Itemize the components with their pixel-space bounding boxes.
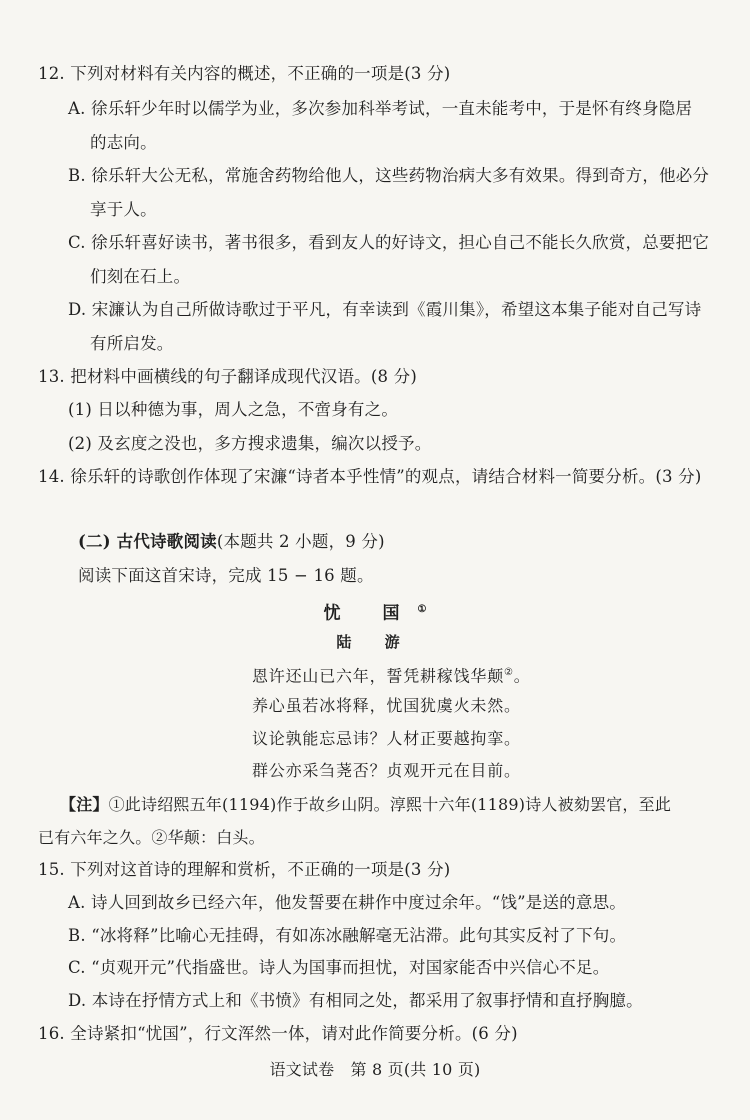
q12-option-b-cont: 享于人。 — [90, 200, 157, 219]
section-2-heading — [78, 530, 385, 554]
poem-line-2: 养心虽若冰将释，忧国犹虞火未然。 — [252, 696, 521, 715]
section-2-meta: (本题共 2 小题，9 分) — [216, 532, 385, 551]
poem-line-1-footnote-mark: ② — [504, 667, 514, 678]
section-2-title: (二) 古代诗歌阅读 — [78, 532, 217, 551]
q12-option-d: D. 宋濂认为自己所做诗歌过于平凡，有幸读到《霞川集》，希望这本集子能对自己写诗 — [68, 300, 702, 319]
poem-title-text: 忧 国 — [323, 603, 418, 624]
poem-note — [60, 793, 671, 817]
poem-note-cont: 已有六年之久。②华颠：白头。 — [38, 828, 265, 847]
q13-sentence-2: (2) 及玄度之没也，多方搜求遗集，编次以授予。 — [68, 434, 432, 453]
q12-option-a-cont: 的志向。 — [90, 133, 157, 152]
q15-stem: 15. 下列对这首诗的理解和赏析，不正确的一项是(3 分) — [38, 860, 451, 879]
q12-stem: 12. 下列对材料有关内容的概述，不正确的一项是(3 分) — [38, 64, 451, 83]
q15-option-a: A. 诗人回到故乡已经六年，他发誓要在耕作中度过余年。“饯”是送的意思。 — [68, 893, 626, 912]
poem-line-1 — [252, 661, 531, 688]
q14-stem: 14. 徐乐轩的诗歌创作体现了宋濂“诗者本乎性情”的观点，请结合材料一简要分析。(3 分) — [38, 467, 702, 486]
poem-line-3: 议论孰能忘忌讳？人材正要越拘挛。 — [252, 729, 521, 748]
q15-option-c: C. “贞观开元”代指盛世。诗人为国事而担忧，对国家能否中兴信心不足。 — [68, 958, 610, 977]
page-footer: 语文试卷 第 8 页(共 10 页) — [269, 1060, 481, 1079]
q13-sentence-1: (1) 日以种德为事，周人之急，不啻身有之。 — [68, 400, 399, 419]
poem-note-label: 【注】 — [60, 795, 109, 814]
q12-option-c: C. 徐乐轩喜好读书，著书很多，看到友人的好诗文，担心自己不能长久欣赏，总要把它 — [68, 233, 710, 252]
poem-author: 陆 游 — [336, 633, 414, 651]
q12-option-d-cont: 有所启发。 — [90, 334, 174, 353]
q13-stem: 13. 把材料中画横线的句子翻译成现代汉语。(8 分) — [38, 367, 418, 386]
poem-line-1-text: 恩许还山已六年，誓凭耕稼饯华颠 — [252, 666, 505, 686]
poem-title — [0, 598, 750, 626]
section-2-intro: 阅读下面这首宋诗，完成 15 − 16 题。 — [78, 566, 374, 585]
q15-option-b: B. “冰将释”比喻心无挂碍，有如冻冰融解毫无沾滞。此句其实反衬了下句。 — [68, 926, 627, 945]
q12-option-b: B. 徐乐轩大公无私，常施舍药物给他人，这些药物治病大多有效果。得到奇方，他必分 — [68, 166, 710, 185]
poem-line-1-end: 。 — [513, 666, 531, 686]
poem-note-text-1: ①此诗绍熙五年(1194)作于故乡山阴。淳熙十六年(1189)诗人被劾罢官，至此 — [108, 795, 672, 814]
q12-option-a: A. 徐乐轩少年时以儒学为业，多次参加科举考试，一直未能考中，于是怀有终身隐居 — [68, 99, 693, 118]
q12-option-c-cont: 们刻在石上。 — [90, 267, 191, 286]
poem-line-4: 群公亦采刍荛否？贞观开元在目前。 — [252, 761, 521, 780]
q16-stem: 16. 全诗紧扣“忧国”，行文浑然一体，请对此作简要分析。(6 分) — [38, 1024, 518, 1043]
q15-option-d: D. 本诗在抒情方式上和《书愤》有相同之处，都采用了叙事抒情和直抒胸臆。 — [68, 991, 643, 1010]
poem-title-footnote-mark: ① — [417, 604, 427, 615]
